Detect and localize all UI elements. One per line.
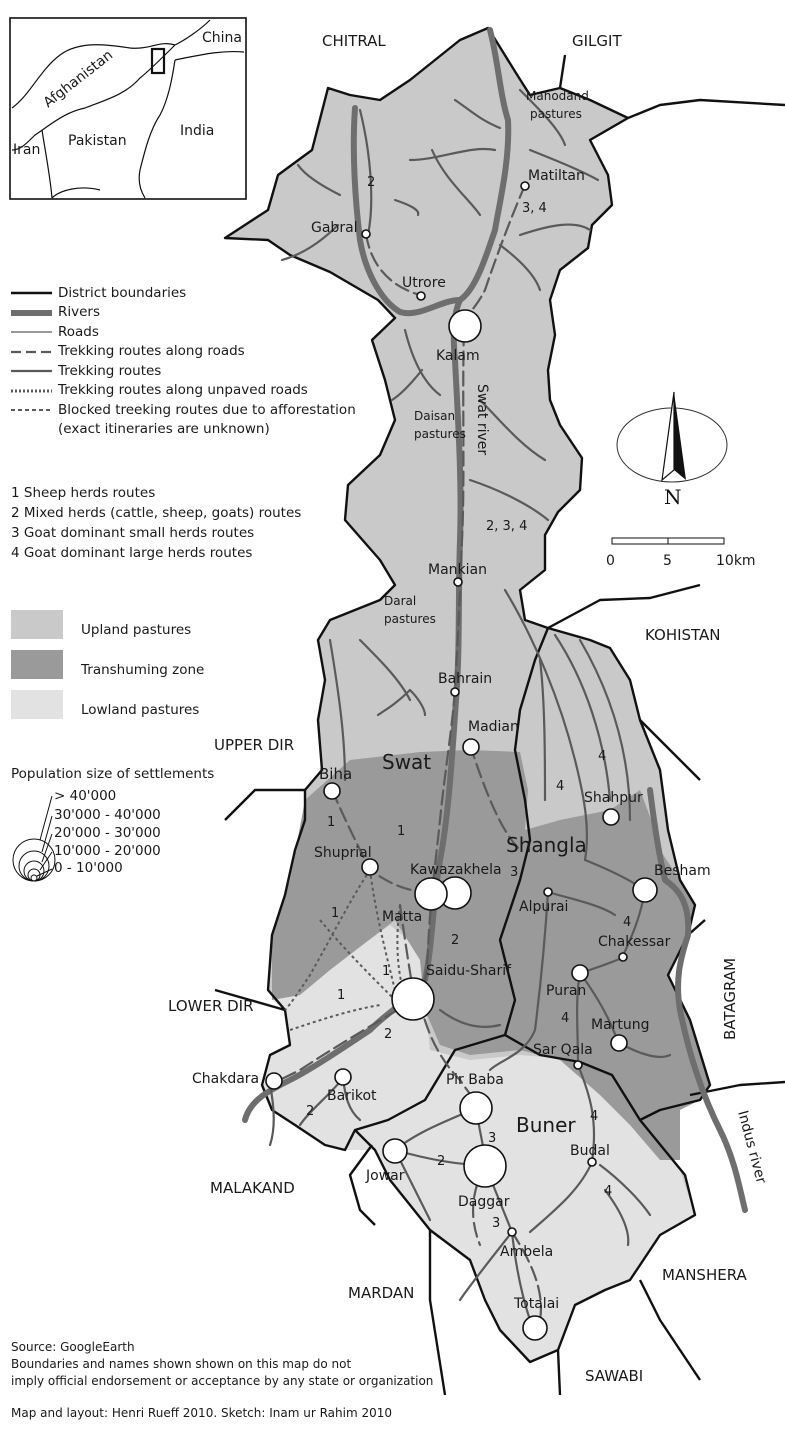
legend-label-trek: Trekking routes <box>58 363 162 379</box>
label-matiltan: Matiltan <box>528 168 585 184</box>
district-label-manshera: MANSHERA <box>662 1266 747 1284</box>
legend-pop-circle-3 <box>24 861 44 881</box>
district-label-sawabi: SAWABI <box>585 1367 644 1385</box>
route-num-1-d: 1 <box>382 964 391 979</box>
pasture-label-daral-2: pastures <box>384 612 436 626</box>
route-num-2-d: 2 <box>437 1154 446 1169</box>
label-puran: Puran <box>546 983 587 999</box>
settlement-jowar-marker <box>383 1139 407 1163</box>
district-label-lower-dir: LOWER DIR <box>168 997 254 1015</box>
pasture-label-mahodand-1: Mahodand <box>526 89 589 103</box>
label-besham: Besham <box>654 863 711 879</box>
settlement-chakessar-marker <box>619 953 627 961</box>
legend-swatch-lowland <box>11 690 63 719</box>
route-num-2-top: 2 <box>367 175 376 190</box>
route-num-1-c: 1 <box>331 906 340 921</box>
settlement-shahpur-marker <box>603 809 619 825</box>
route-num-3-c: 3 <box>492 1216 501 1231</box>
region-label-swat: Swat <box>382 750 432 774</box>
pasture-label-daisan-2: pastures <box>414 427 466 441</box>
settlement-kawazakhela-marker <box>415 878 447 910</box>
legend-population-title: Population size of settlements <box>11 766 215 782</box>
pasture-label-daral-1: Daral <box>384 594 417 608</box>
legend-pop-class-1: > 40'000 <box>54 788 117 804</box>
legend-herd-4: 4 Goat dominant large herds routes <box>11 545 253 561</box>
inset-label-pakistan: Pakistan <box>68 133 127 149</box>
inset-label-india: India <box>180 123 215 139</box>
legend-herd-1: 1 Sheep herds routes <box>11 485 156 501</box>
label-madian: Madian <box>468 719 519 735</box>
north-arrow-left-half <box>662 392 674 480</box>
route-num-2-c: 2 <box>306 1104 315 1119</box>
river-label-swat: Swat river <box>474 384 490 456</box>
boundary-outer-upperdir <box>225 790 305 820</box>
north-arrow-right-half <box>674 392 686 480</box>
settlement-biha-marker <box>324 783 340 799</box>
legend-label-blocked: Blocked treeking routes due to afforestation <box>58 402 356 418</box>
settlement-saidu-sharif-marker <box>392 978 434 1020</box>
scale-label-5: 5 <box>663 553 672 569</box>
label-barikot: Barikot <box>327 1088 377 1104</box>
legend-label-trek-unpaved: Trekking routes along unpaved roads <box>58 382 308 398</box>
settlement-sar-qala-marker <box>574 1061 582 1069</box>
label-alpurai: Alpurai <box>519 899 569 915</box>
legend-zones <box>11 610 204 719</box>
footer-disclaimer-2: imply official endorsement or acceptance by any state or organization <box>11 1374 434 1388</box>
label-kalam: Kalam <box>436 348 480 364</box>
inset-label-afghanistan: Afghanistan <box>40 47 117 112</box>
label-martung: Martung <box>591 1017 650 1033</box>
legend-label-blocked-note: (exact itineraries are unknown) <box>58 421 270 437</box>
footer-disclaimer-1: Boundaries and names shown shown on this map do not <box>11 1357 352 1371</box>
settlement-daggar-marker <box>464 1145 506 1187</box>
label-sar-qala: Sar Qala <box>533 1042 593 1058</box>
boundary-outer-gilgit <box>560 55 565 88</box>
settlement-martung-marker <box>611 1035 627 1051</box>
legend-pop-circle-1 <box>31 875 37 881</box>
route-num-1-b: 1 <box>397 824 406 839</box>
scale-bar-segment-1 <box>612 538 668 544</box>
pasture-label-daisan-1: Daisan <box>414 409 456 423</box>
boundary-outer-manshera <box>640 1280 700 1380</box>
settlement-kalam-marker <box>449 310 481 342</box>
route-num-3-b: 3 <box>488 1131 497 1146</box>
legend-pop-leader-1 <box>40 796 52 840</box>
settlement-besham-marker <box>633 878 657 902</box>
legend-pop-class-3: 20'000 - 30'000 <box>54 825 161 841</box>
scale-bar <box>606 538 756 569</box>
footer-credits: Map and layout: Henri Rueff 2010. Sketch: Inam ur Rahim 2010 <box>11 1406 393 1420</box>
label-budal: Budal <box>570 1143 610 1159</box>
settlement-chakdara-marker <box>266 1073 282 1089</box>
footer <box>11 1340 433 1420</box>
region-label-shangla: Shangla <box>506 833 587 857</box>
label-chakessar: Chakessar <box>598 934 671 950</box>
legend-pop-class-2: 30'000 - 40'000 <box>54 807 161 823</box>
legend-lines <box>11 285 356 437</box>
label-kawazakhela: Kawazakhela <box>410 862 502 878</box>
settlement-ambela-marker <box>508 1228 516 1236</box>
boundary-outer-ne <box>628 100 785 118</box>
legend-population <box>11 766 214 881</box>
region-label-buner: Buner <box>516 1113 576 1137</box>
district-label-chitral: CHITRAL <box>322 32 386 50</box>
legend-label-roads: Roads <box>58 324 99 340</box>
label-daggar: Daggar <box>458 1194 510 1210</box>
scale-label-10km: 10km <box>716 553 756 569</box>
label-chakdara: Chakdara <box>192 1071 260 1087</box>
label-mankian: Mankian <box>428 562 487 578</box>
legend-label-rivers: Rivers <box>58 304 101 320</box>
route-num-1-e: 1 <box>337 988 346 1003</box>
settlement-madian-marker <box>463 739 479 755</box>
legend-pop-class-4: 10'000 - 20'000 <box>54 843 161 859</box>
settlement-gabral-marker <box>362 230 370 238</box>
legend-pop-class-5: 0 - 10'000 <box>54 860 123 876</box>
boundary-outer-mardan <box>430 1230 445 1395</box>
route-num-2-b: 2 <box>384 1027 393 1042</box>
district-label-kohistan: KOHISTAN <box>645 626 721 644</box>
boundary-outer-malakand <box>350 1145 375 1225</box>
label-shuprial: Shuprial <box>314 845 372 861</box>
inset-label-china: China <box>202 30 242 46</box>
legend-herd-3: 3 Goat dominant small herds routes <box>11 525 255 541</box>
label-biha: Biha <box>319 765 353 783</box>
district-label-batagram: BATAGRAM <box>721 957 739 1040</box>
boundary-outer-kohistan <box>548 585 700 628</box>
pasture-label-mahodand-2: pastures <box>530 107 582 121</box>
label-jowar: Jowar <box>366 1168 405 1184</box>
label-gabral: Gabral <box>311 220 358 236</box>
settlement-totalai-marker <box>523 1316 547 1340</box>
settlement-utrore-marker <box>417 292 425 300</box>
label-bahrain: Bahrain <box>438 671 493 687</box>
district-label-gilgit: GILGIT <box>572 32 622 50</box>
district-label-malakand: MALAKAND <box>210 1179 295 1197</box>
route-num-4-b: 4 <box>556 779 565 794</box>
inset-label-iran: Iran <box>13 142 41 158</box>
label-pir-baba: Pir Baba <box>446 1072 504 1088</box>
footer-source: Source: GoogleEarth <box>11 1340 135 1354</box>
legend-pop-leader-4 <box>40 852 52 870</box>
label-totalai: Totalai <box>514 1296 560 1312</box>
district-label-upper-dir: UPPER DIR <box>214 736 295 754</box>
label-saidu-sharif: Saidu-Sharif <box>426 963 512 979</box>
legend-swatch-transhuming <box>11 650 63 679</box>
settlement-pir-baba-marker <box>460 1092 492 1124</box>
legend-herd-2: 2 Mixed herds (cattle, sheep, goats) routes <box>11 505 302 521</box>
label-shahpur: Shahpur <box>584 790 643 806</box>
route-num-3-a: 3 <box>510 865 519 880</box>
route-num-4-c: 4 <box>623 915 632 930</box>
legend-label-lowland: Lowland pastures <box>81 702 200 718</box>
settlement-shuprial-marker <box>362 859 378 875</box>
route-num-3-4: 3, 4 <box>522 201 547 216</box>
label-ambela: Ambela <box>500 1244 554 1260</box>
route-num-2-a: 2 <box>451 933 460 948</box>
legend-label-trek-roads: Trekking routes along roads <box>58 343 245 359</box>
route-num-4-e: 4 <box>590 1109 599 1124</box>
north-arrow-letter: N <box>664 485 682 509</box>
scale-bar-segment-2 <box>668 538 724 544</box>
boundary-outer-sawabi <box>558 1350 560 1395</box>
route-num-2-3-4: 2, 3, 4 <box>486 519 528 534</box>
settlement-barikot-marker <box>335 1069 351 1085</box>
district-label-mardan: MARDAN <box>348 1284 415 1302</box>
settlement-alpurai-marker <box>544 888 552 896</box>
legend-herd-routes <box>11 485 301 561</box>
legend-label-upland: Upland pastures <box>81 622 192 638</box>
settlement-budal-marker <box>588 1158 596 1166</box>
scale-label-0: 0 <box>606 553 615 569</box>
settlement-bahrain-marker <box>451 688 459 696</box>
route-num-4-a: 4 <box>598 749 607 764</box>
route-num-1-a: 1 <box>327 815 336 830</box>
inset-map <box>10 18 246 199</box>
settlement-puran-marker <box>572 965 588 981</box>
legend-label-transhuming: Transhuming zone <box>81 662 205 678</box>
legend-swatch-upland <box>11 610 63 639</box>
label-utrore: Utrore <box>402 275 446 291</box>
north-arrow <box>617 392 727 509</box>
legend-label-district: District boundaries <box>58 285 187 301</box>
route-num-4-d: 4 <box>561 1011 570 1026</box>
label-matta: Matta <box>382 909 423 925</box>
route-num-4-f: 4 <box>604 1184 613 1199</box>
settlement-mankian-marker <box>454 578 462 586</box>
river-label-indus: Indus river <box>734 1108 769 1186</box>
